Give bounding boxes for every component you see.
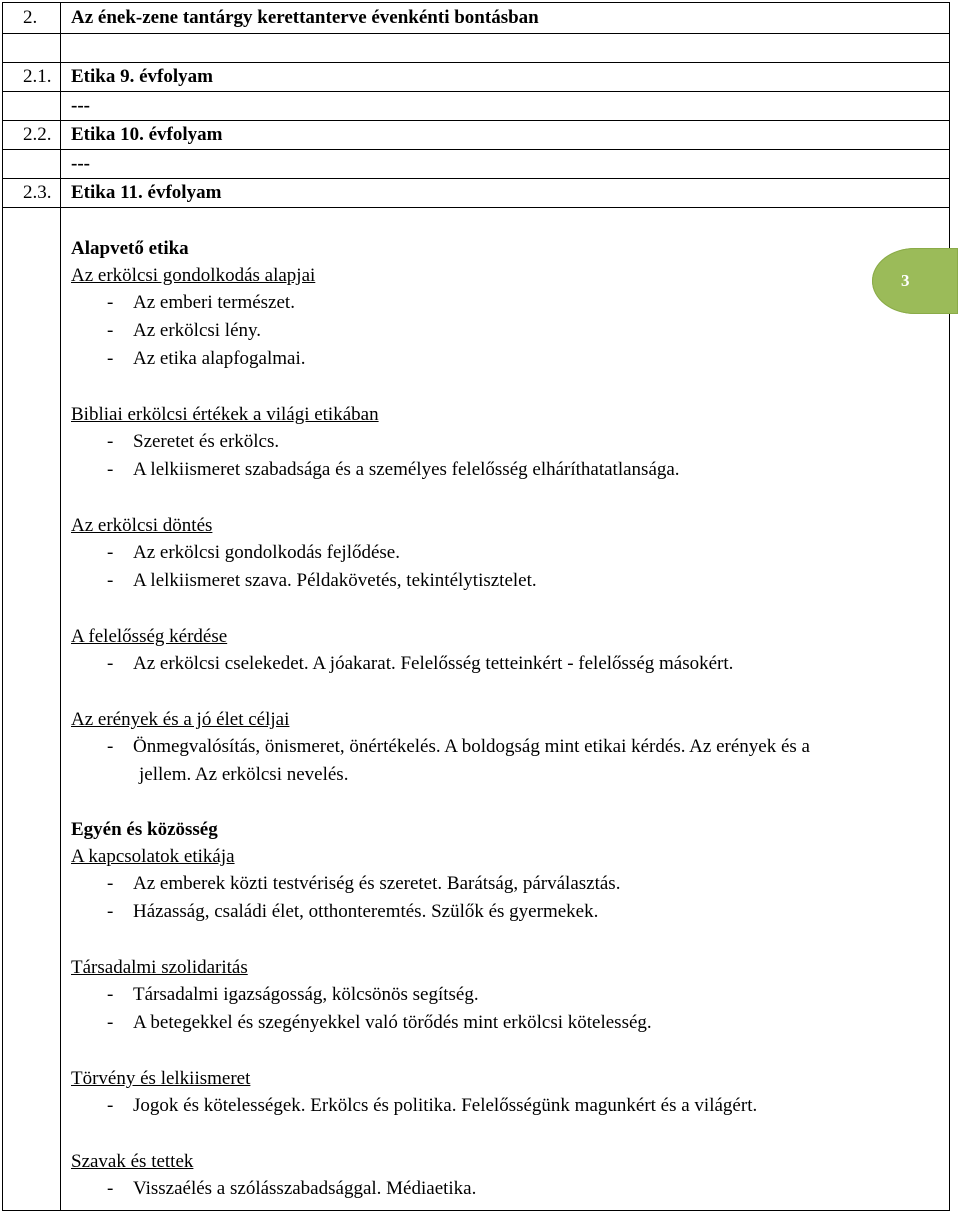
table-row [3, 92, 950, 121]
topic-items [71, 1092, 949, 1120]
table-row [3, 179, 950, 208]
topic-title: A felelősség kérdése [71, 626, 228, 647]
list-item: - A lelkiismeret szabadsága és a személyes felelősség elháríthatatlansága. [71, 456, 949, 484]
row-title: --- [61, 92, 950, 121]
topic-title: Az erkölcsi döntés [71, 515, 213, 536]
list-item: - A lelkiismeret szava. Példakövetés, tekintélytisztelet. [71, 567, 949, 595]
topic-items [71, 733, 949, 789]
curriculum-content [61, 208, 950, 1211]
topic-title: Az erények és a jó élet céljai [71, 709, 290, 730]
content-row [3, 208, 950, 1211]
row-title: Etika 9. évfolyam [61, 63, 950, 92]
topic-items [71, 1175, 949, 1203]
row-title: Etika 11. évfolyam [61, 179, 950, 208]
row-number: 2.2. [3, 121, 61, 150]
table-row [3, 63, 950, 92]
topic-items [71, 428, 949, 484]
topic-items [71, 539, 949, 595]
list-item: - Az erkölcsi lény. [71, 317, 949, 345]
empty-row [3, 34, 950, 63]
list-item: - Szeretet és erkölcs. [71, 428, 949, 456]
curriculum-table [2, 2, 950, 1211]
topic-title: Törvény és lelkiismeret [71, 1068, 251, 1089]
list-item: - Az emberi természet. [71, 289, 949, 317]
list-item: - Az erkölcsi gondolkodás fejlődése. [71, 539, 949, 567]
topic-title: Társadalmi szolidaritás [71, 957, 248, 978]
topic-title: Szavak és tettek [71, 1151, 194, 1172]
topic-items [71, 650, 949, 678]
row-title: Az ének-zene tantárgy kerettanterve évenkénti bontásban [61, 3, 950, 34]
page-number: 3 [901, 271, 910, 290]
row-number: 2.1. [3, 63, 61, 92]
topic-items [71, 981, 949, 1037]
topic-items [71, 870, 949, 926]
list-item: - A betegekkel és szegényekkel való törődés mint erkölcsi kötelesség. [71, 1009, 949, 1037]
list-item: - Önmegvalósítás, önismeret, önértékelés. A boldogság mint etikai kérdés. Az erények és a jellem. Az erkölcsi nevelés. [71, 733, 949, 789]
topic-title: Az erkölcsi gondolkodás alapjai [71, 265, 316, 286]
list-item: - Jogok és kötelességek. Erkölcs és politika. Felelősségünk magunkért és a világért. [71, 1092, 949, 1120]
topic-title: A kapcsolatok etikája [71, 846, 235, 867]
section-heading: Alapvető etika [71, 238, 189, 259]
section-heading: Egyén és közösség [71, 819, 218, 840]
row-number: 2. [3, 3, 61, 34]
table-row [3, 150, 950, 179]
list-item: - Visszaélés a szólásszabadsággal. Médiaetika. [71, 1175, 949, 1203]
page-number-badge [872, 248, 958, 314]
row-title: Etika 10. évfolyam [61, 121, 950, 150]
list-item: - Az etika alapfogalmai. [71, 345, 949, 373]
row-title: --- [61, 150, 950, 179]
list-item: - Az erkölcsi cselekedet. A jóakarat. Felelősség tetteinkért - felelősség másokért. [71, 650, 949, 678]
topic-title: Bibliai erkölcsi értékek a világi etikában [71, 404, 379, 425]
list-item: - Az emberek közti testvériség és szeretet. Barátság, párválasztás. [71, 870, 949, 898]
topic-items [71, 289, 949, 373]
row-number: 2.3. [3, 179, 61, 208]
row-number [3, 150, 61, 179]
list-item: - Társadalmi igazságosság, kölcsönös segítség. [71, 981, 949, 1009]
table-header-row [3, 3, 950, 34]
list-item: - Házasság, családi élet, otthonteremtés. Szülők és gyermekek. [71, 898, 949, 926]
table-row [3, 121, 950, 150]
row-number [3, 92, 61, 121]
